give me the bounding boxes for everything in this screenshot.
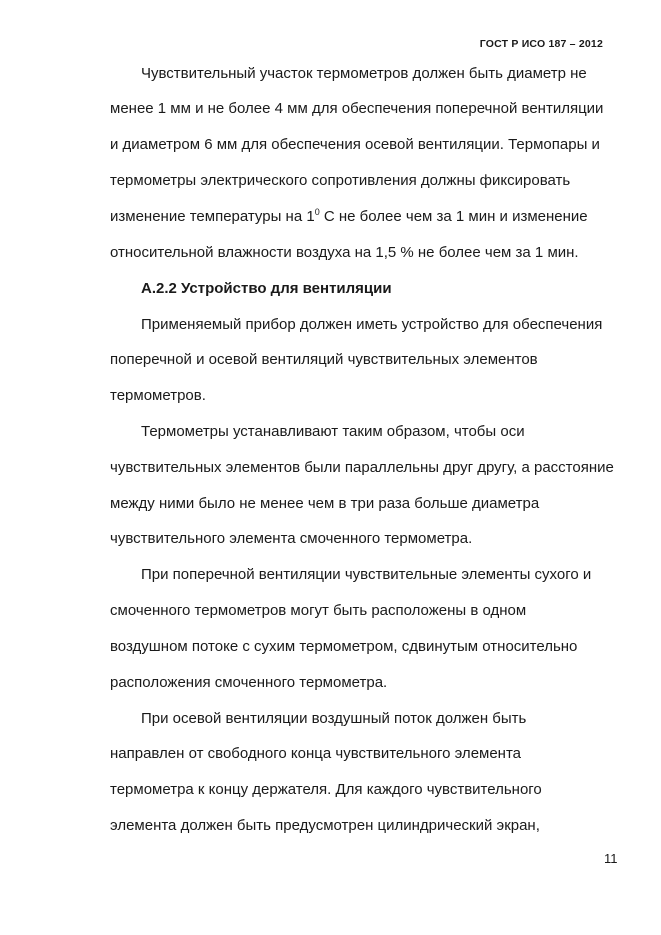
text-line: и диаметром 6 мм для обеспечения осевой вентиляции. Термопары и bbox=[110, 136, 600, 153]
text-line: При поперечной вентиляции чувствительные элементы сухого и bbox=[141, 566, 592, 583]
text-line: Чувствительный участок термометров должен быть диаметр не bbox=[141, 65, 587, 82]
document-header: ГОСТ Р ИСО 187 – 2012 bbox=[479, 38, 603, 50]
text-line: расположения смоченного термометра. bbox=[110, 674, 388, 691]
text-line: Термометры устанавливают таким образом, чтобы оси bbox=[141, 423, 525, 440]
text-line: термометров. bbox=[110, 387, 206, 404]
text-line: чувствительных элементов были параллельны друг другу, а расстояние bbox=[110, 459, 614, 476]
text-line: термометры электрического сопротивления должны фиксировать bbox=[110, 172, 571, 189]
text-line: направлен от свободного конца чувствительного элемента bbox=[110, 745, 522, 762]
text-line: термометра к концу держателя. Для каждого чувствительного bbox=[110, 781, 542, 798]
text-fragment: изменение температуры на 1 bbox=[110, 208, 315, 225]
text-line: смоченного термометров могут быть расположены в одном bbox=[110, 602, 527, 619]
section-heading: А.2.2 Устройство для вентиляции bbox=[141, 280, 392, 297]
text-line: менее 1 мм и не более 4 мм для обеспечения поперечной вентиляции bbox=[110, 100, 604, 117]
page-number: 11 bbox=[604, 851, 618, 866]
text-line: между ними было не менее чем в три раза больше диаметра bbox=[110, 495, 540, 512]
text-line: При осевой вентиляции воздушный поток должен быть bbox=[141, 710, 527, 727]
text-line-with-superscript bbox=[110, 208, 588, 226]
text-fragment: С не более чем за 1 мин и изменение bbox=[319, 208, 588, 225]
text-line: Применяемый прибор должен иметь устройство для обеспечения bbox=[141, 316, 603, 333]
text-line: элемента должен быть предусмотрен цилиндрический экран, bbox=[110, 817, 540, 834]
text-line: относительной влажности воздуха на 1,5 % не более чем за 1 мин. bbox=[110, 244, 579, 261]
superscript-degree: 0 bbox=[314, 207, 320, 217]
text-line: поперечной и осевой вентиляций чувствительных элементов bbox=[110, 351, 538, 368]
text-line: чувствительного элемента смоченного термометра. bbox=[110, 530, 473, 547]
text-line: воздушном потоке с сухим термометром, сдвинутым относительно bbox=[110, 638, 578, 655]
